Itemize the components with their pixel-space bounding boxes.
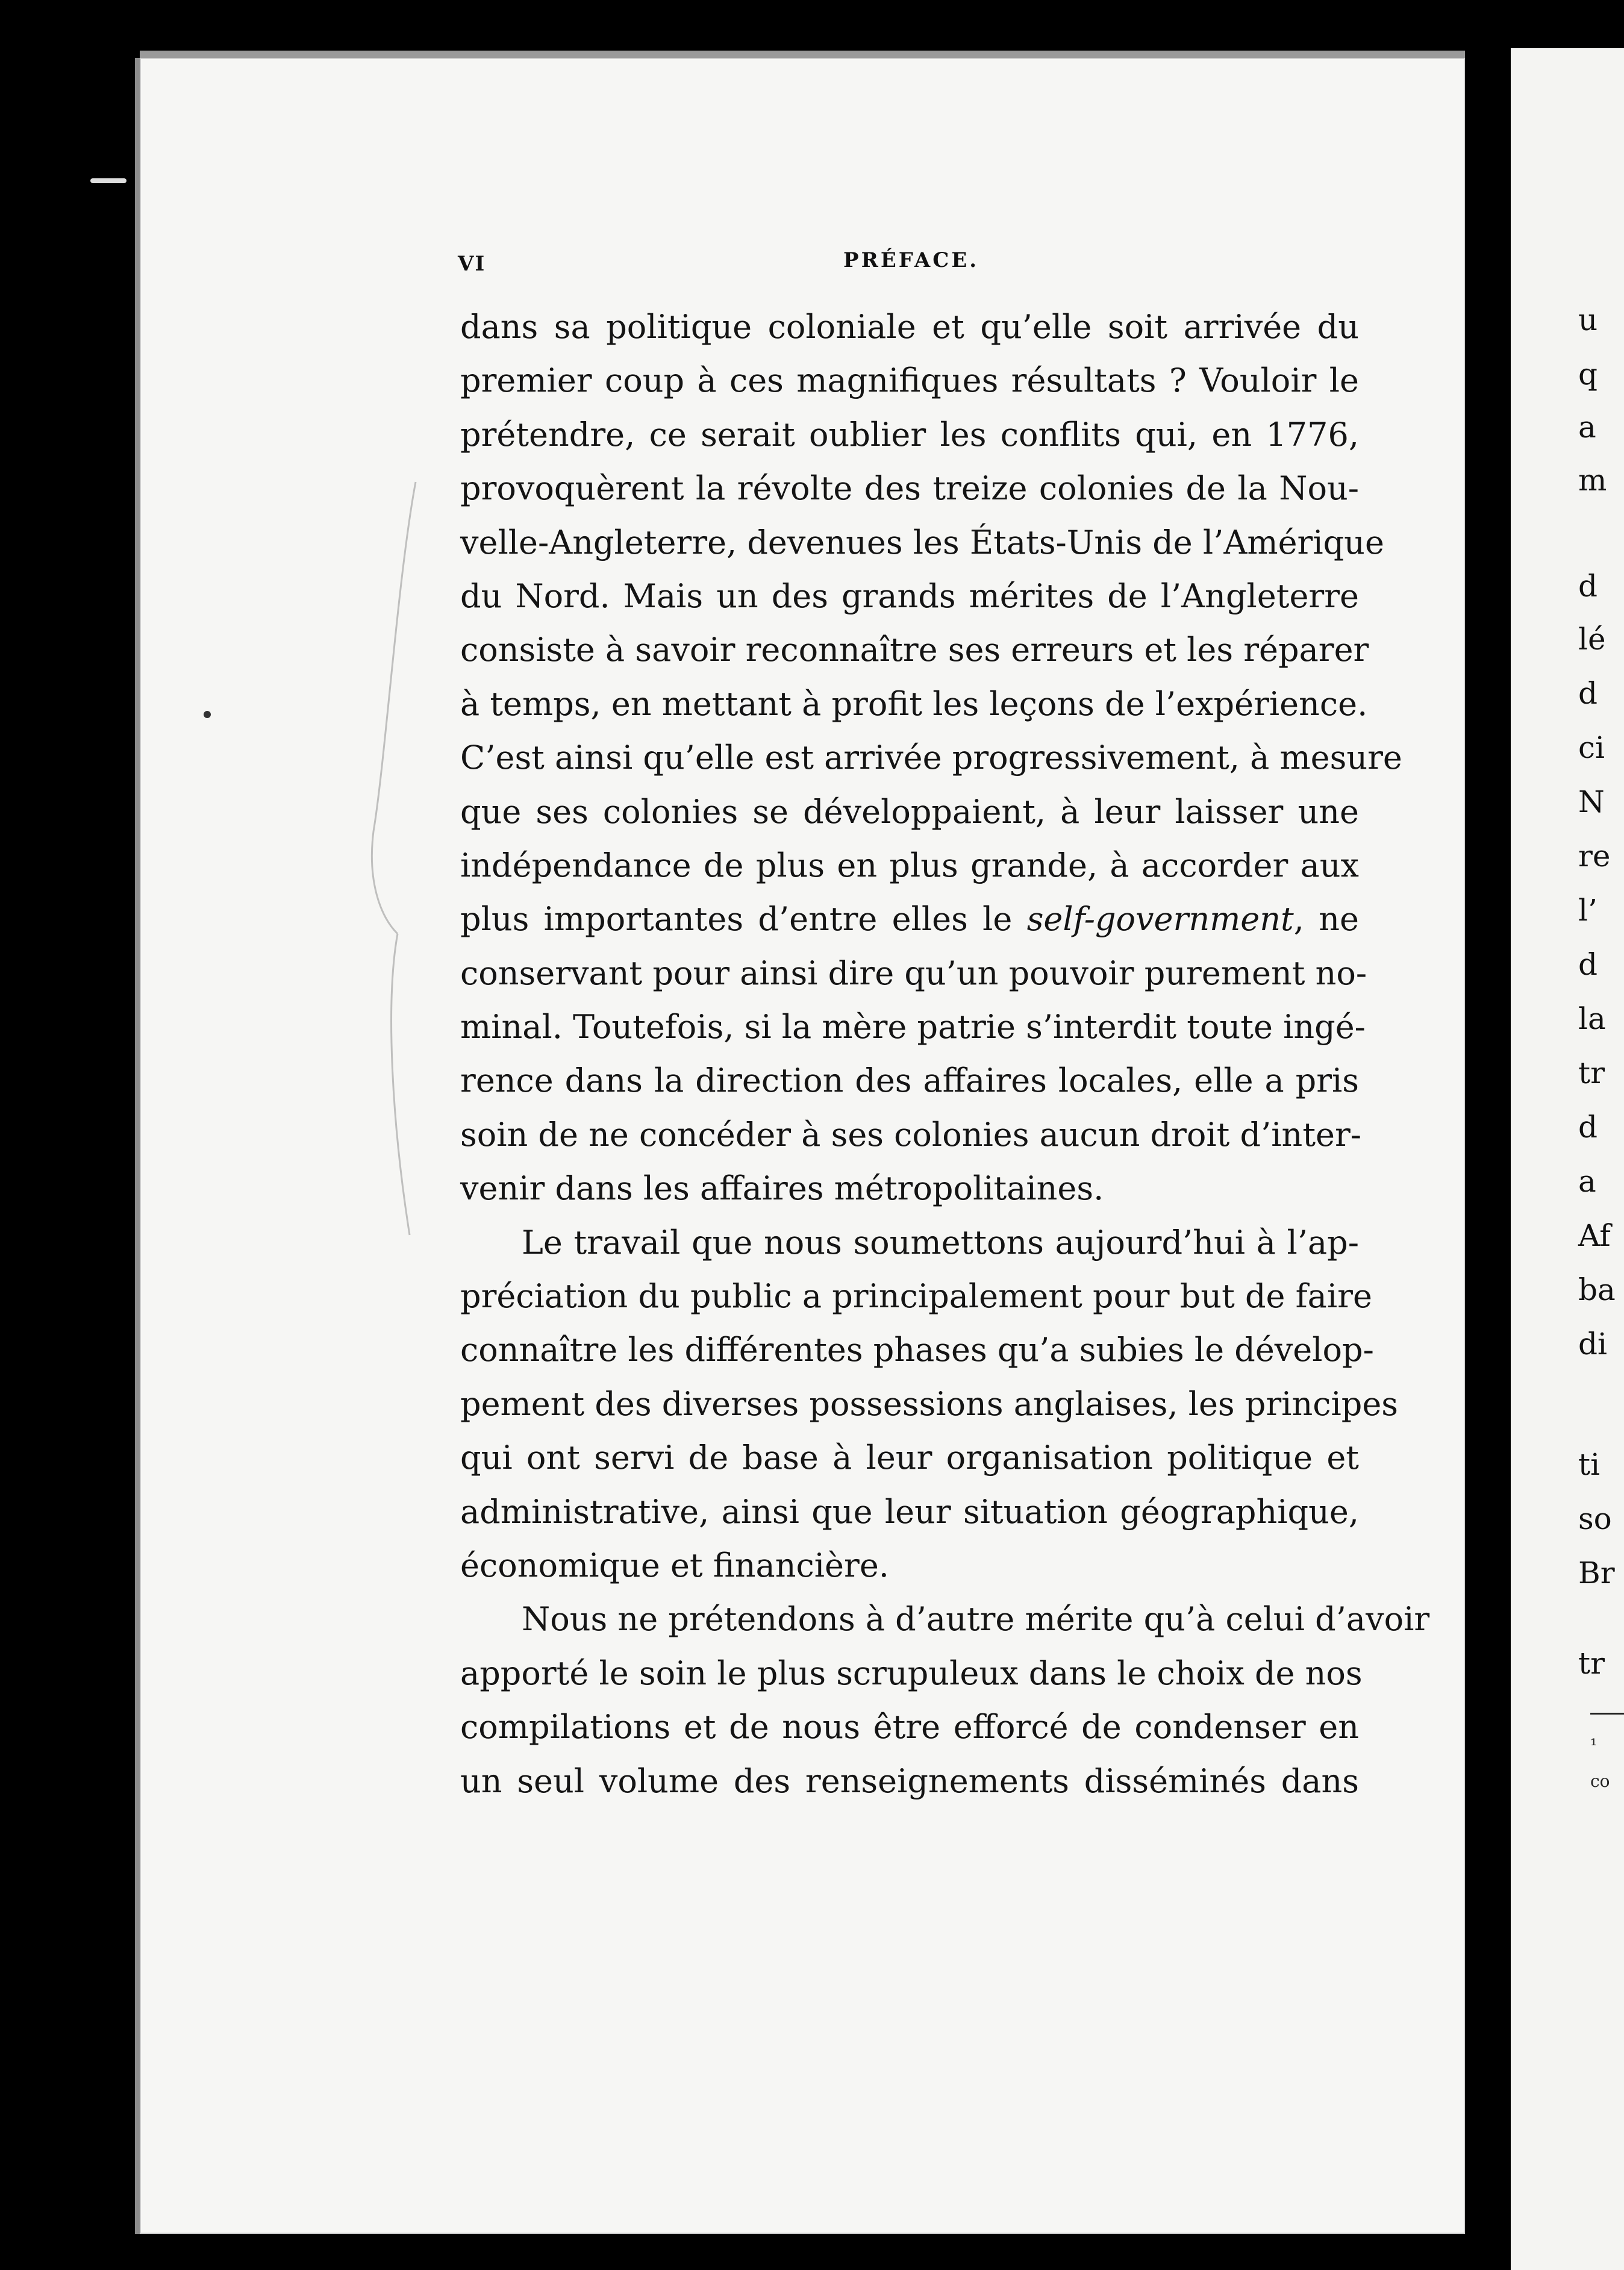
adjacent-page-fragment: u (1578, 302, 1598, 337)
adjacent-page-fragment: N (1578, 784, 1605, 819)
adjacent-page-fragment: lé (1578, 622, 1606, 657)
text-line: apporté le soin le plus scrupuleux dans le choix de nos (460, 1654, 1363, 1692)
paragraph-start-line: Le travail que nous soumettons aujourd’hui à l’ap- (522, 1223, 1359, 1262)
adjacent-page-fragment: Br (1578, 1556, 1615, 1590)
adjacent-page-fragment: ti (1578, 1447, 1601, 1482)
adjacent-page-fragment: a (1578, 1164, 1596, 1199)
text-line: qui ont servi de base à leur organisation politique et (460, 1439, 1359, 1477)
adjacent-footnote-fragment: ¹ (1590, 1735, 1597, 1755)
text-line: pement des diverses possessions anglaises, les principes (460, 1384, 1398, 1423)
adjacent-footnote-fragment: co (1590, 1771, 1610, 1791)
adjacent-page-fragment: la (1578, 1001, 1606, 1036)
text-line: compilations et de nous être efforcé de condenser en (460, 1708, 1359, 1746)
adjacent-page-fragment: re (1578, 839, 1611, 874)
paragraph-start-line: Nous ne prétendons à d’autre mérite qu’à celui d’avoir (522, 1600, 1430, 1639)
text-line: à temps, en mettant à profit les leçons de l’expérience. (460, 684, 1368, 723)
adjacent-page-edge (1511, 48, 1624, 2270)
text-line: dans sa politique coloniale et qu’elle soit arrivée du (460, 308, 1359, 346)
text-line-with-italic (460, 892, 1359, 946)
text-line: administrative, ainsi que leur situation géographique, (460, 1492, 1359, 1531)
text-line: du Nord. Mais un des grands mérites de l’Angleterre (460, 577, 1359, 615)
running-title: PRÉFACE. (843, 248, 979, 272)
adjacent-page-fragment: a (1578, 410, 1596, 445)
text-line: minal. Toutefois, si la mère patrie s’interdit toute ingé- (460, 1008, 1366, 1046)
adjacent-page-fragment: tr (1578, 1646, 1605, 1681)
text-line: soin de ne concéder à ses colonies aucun droit d’inter- (460, 1115, 1362, 1154)
scan-artifact (90, 178, 126, 183)
adjacent-page-fragment: Af (1578, 1218, 1611, 1253)
text-line: velle-Angleterre, devenues les États-Unis de l’Amérique (460, 523, 1384, 561)
adjacent-page-fragment: m (1578, 463, 1607, 498)
adjacent-page-fragment: di (1578, 1327, 1607, 1362)
text-segment: , ne (1293, 900, 1359, 939)
body-text (460, 300, 1430, 1808)
adjacent-page-fragment: l’ (1578, 893, 1597, 928)
pencil-margin-mark (361, 458, 458, 1301)
text-line: rence dans la direction des affaires locales, elle a pris (460, 1062, 1359, 1100)
text-line: indépendance de plus en plus grande, à accorder aux (460, 846, 1359, 884)
adjacent-page-fragment: so (1578, 1501, 1612, 1536)
text-line: un seul volume des renseignements disséminés dans (460, 1762, 1359, 1800)
page-folio: VI (458, 252, 486, 276)
text-line: provoquèrent la révolte des treize colonies de la Nou- (460, 469, 1359, 508)
text-line: consiste à savoir reconnaître ses erreurs et les réparer (460, 631, 1369, 669)
italic-term: self-government (1026, 900, 1294, 939)
paragraph-end-line: venir dans les affaires métropolitaines. (460, 1169, 1104, 1208)
text-segment: plus importantes d’entre elles le (460, 900, 1027, 939)
text-line: que ses colonies se développaient, à leur laisser une (460, 792, 1359, 831)
text-line: prétendre, ce serait oublier les conflits qui, en 1776, (460, 415, 1359, 454)
adjacent-page-fragment: d (1578, 569, 1598, 604)
paragraph-end-line: économique et financière. (460, 1546, 889, 1584)
adjacent-page-fragment: d (1578, 947, 1598, 982)
footnote-rule (1590, 1713, 1624, 1715)
adjacent-page-fragment: d (1578, 1110, 1598, 1145)
dust-speck (204, 711, 211, 718)
text-line: préciation du public a principalement pour but de faire (460, 1277, 1372, 1316)
adjacent-page-fragment: ba (1578, 1272, 1616, 1307)
text-line: conservant pour ainsi dire qu’un pouvoir purement no- (460, 954, 1367, 992)
adjacent-page-fragment: ci (1578, 730, 1605, 765)
adjacent-page-fragment: d (1578, 676, 1598, 711)
adjacent-page-fragment: q (1578, 357, 1598, 392)
text-line: C’est ainsi qu’elle est arrivée progressivement, à mesure (460, 739, 1402, 777)
text-line: connaître les différentes phases qu’a subies le dévelop- (460, 1331, 1374, 1369)
adjacent-page-fragment: tr (1578, 1055, 1605, 1090)
text-line: premier coup à ces magnifiques résultats ? Vouloir le (460, 361, 1359, 400)
